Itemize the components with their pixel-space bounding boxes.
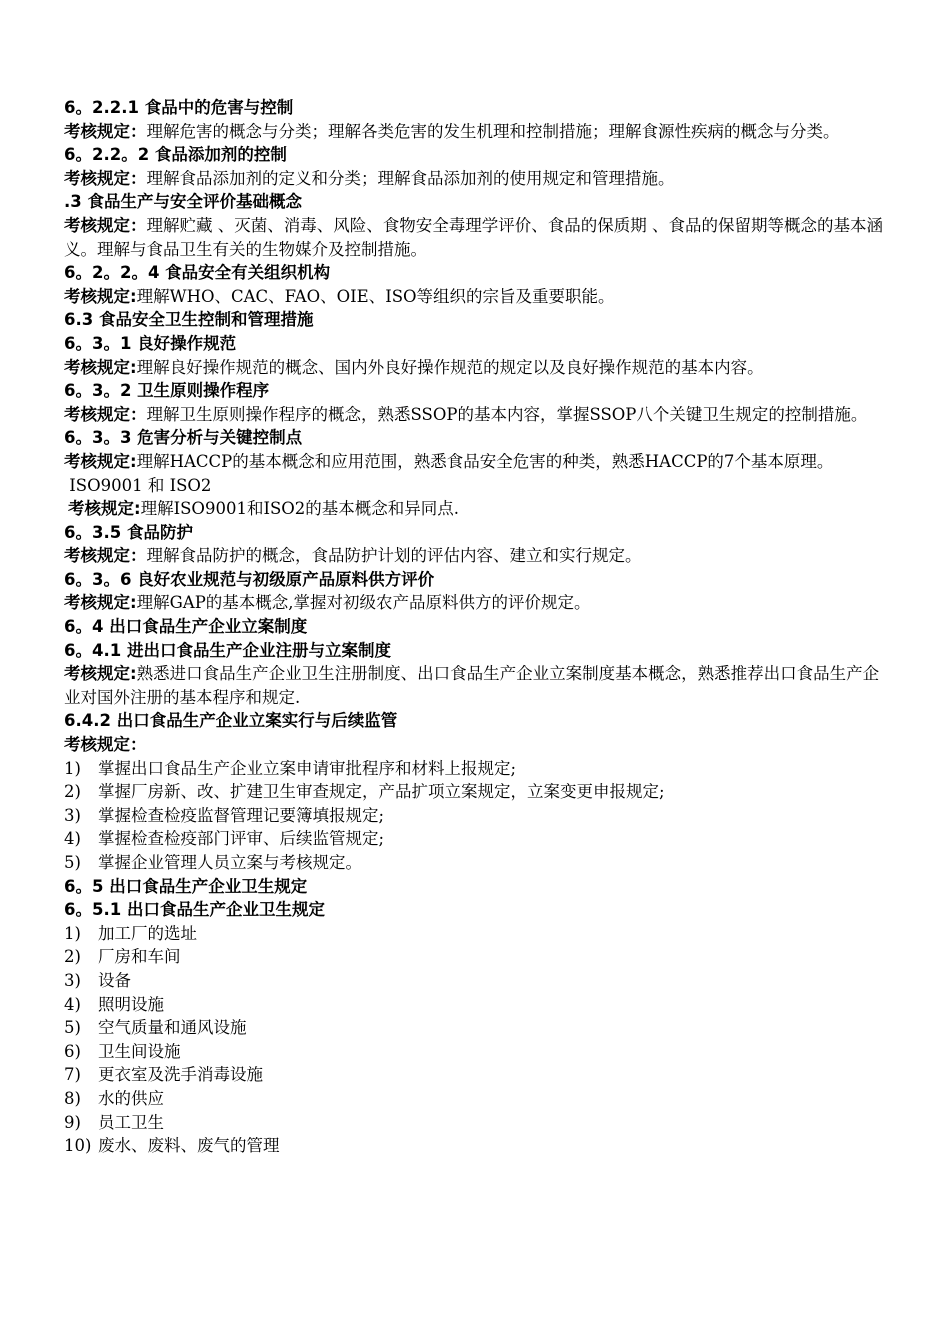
list-text: 掌握出口食品生产企业立案申请审批程序和材料上报规定; [98,758,517,778]
list-number: 3) [64,805,81,825]
requirement-paragraph [64,591,894,615]
list-number: 5) [64,853,81,872]
requirement-text: 理解良好操作规范的概念、国内外良好操作规范的规定以及良好操作规范的基本内容。 [136,357,764,377]
requirement-label: 考核规定: [64,664,137,684]
list-text: 水的供应 [98,1088,164,1108]
requirement-label: 考核规定: [64,357,137,377]
section-heading: 6。5.1 出口食品生产企业卫生规定 [64,900,325,920]
requirement-text: 理解食品添加剂的定义和分类；理解食品添加剂的使用规定和管理措施。 [146,168,675,188]
requirement-list [64,757,894,875]
requirement-text: 理解食品防护的概念，食品防护计划的评估内容、建立和实行规定。 [146,546,642,566]
list-number: 8) [64,1088,81,1108]
list-item [64,1016,894,1040]
list-item [64,757,894,781]
section-heading: .3 食品生产与安全评价基础概念 [64,192,302,212]
requirement-text: 理解贮藏 、灭菌、消毒、风险、食物安全毒理学评价、食品的保质期 、食品的保留期等概念的基本涵义。理解与食品卫生有关的生物媒介及控制措施。 [64,215,883,259]
requirement-text: 理解卫生原则操作程序的概念，熟悉SSOP的基本内容，掌握SSOP八个关键卫生规定的控制措施。 [146,404,868,424]
list-number: 2) [64,782,81,802]
requirement-label: 考核规定： [64,168,147,188]
requirement-text: 理解危害的概念与分类；理解各类危害的发生机理和控制措施；理解食源性疾病的概念与分类。 [146,121,840,141]
list-item [64,1134,894,1158]
list-number: 5) [64,1018,81,1038]
list-number: 2) [64,947,81,967]
hygiene-list [64,922,894,1158]
list-number: 7) [64,1065,81,1085]
list-item [64,969,894,993]
list-text: 厂房和车间 [98,947,181,967]
list-text: 掌握企业管理人员立案与考核规定。 [98,853,362,872]
requirement-label: 考核规定: [64,451,137,471]
list-number: 4) [64,829,81,849]
list-text: 掌握检查检疫监督管理记要簿填报规定; [98,805,385,825]
section-heading: 6。5 出口食品生产企业卫生规定 [64,876,308,896]
list-item [64,922,894,946]
requirement-text: 熟悉进口食品生产企业卫生注册制度、出口食品生产企业立案制度基本概念，熟悉推荐出口食品生产企业对国外注册的基本程序和规定. [64,664,880,707]
requirement-text: 理解WHO、CAC、FAO、OIE、ISO等组织的宗旨及重要职能。 [136,286,615,306]
list-number: 1) [64,758,81,778]
list-item [64,1087,894,1111]
requirement-paragraph [64,356,894,380]
requirement-paragraph [64,120,894,144]
list-number: 3) [64,970,81,990]
section-heading: 6。3。2 卫生原则操作程序 [64,381,270,401]
requirement-label: 考核规定: [64,593,137,613]
section-heading: 6。4.1 进出口食品生产企业注册与立案制度 [64,640,391,660]
list-number: 6) [64,1041,81,1061]
list-item [64,993,894,1017]
list-number: 9) [64,1112,81,1132]
section-heading: 6.3 食品安全卫生控制和管理措施 [64,310,314,330]
list-item [64,780,894,804]
requirement-label: 考核规定： [64,546,147,566]
list-number: 4) [64,994,81,1014]
list-text: 废水、废料、废气的管理 [98,1136,280,1156]
section-heading: 6。2.2。2 食品添加剂的控制 [64,145,287,165]
requirement-label: 考核规定: [64,286,137,306]
requirement-label: 考核规定： [64,735,147,755]
section-heading: 6。2。2。4 食品安全有关组织机构 [64,263,331,283]
requirement-paragraph [64,662,894,709]
requirement-label: 考核规定: [68,499,141,519]
section-heading: ISO9001 和 ISO2 [64,475,212,495]
section-heading: 6。3。1 良好操作规范 [64,333,237,353]
requirement-paragraph [64,285,894,309]
section-heading: 6。3。6 良好农业规范与初级原产品原料供方评价 [64,569,435,589]
requirement-paragraph [64,544,894,568]
list-item [64,945,894,969]
list-text: 照明设施 [98,994,164,1014]
requirement-paragraph [64,450,894,474]
requirement-label: 考核规定： [64,121,147,141]
list-text: 掌握厂房新、改、扩建卫生审查规定，产品扩项立案规定，立案变更申报规定; [98,782,665,802]
section-heading: 6。4 出口食品生产企业立案制度 [64,617,308,637]
list-text: 设备 [98,970,131,990]
list-text: 更衣室及洗手消毒设施 [98,1065,263,1085]
list-item [64,827,894,851]
requirement-label: 考核规定： [64,215,147,235]
section-heading: 6。3.5 食品防护 [64,522,193,542]
requirement-paragraph [64,497,894,521]
requirement-paragraph [64,167,894,191]
list-number: 1) [64,923,81,943]
document-page [64,96,894,1158]
list-text: 员工卫生 [98,1112,164,1132]
list-item [64,1063,894,1087]
list-item [64,804,894,828]
list-text: 空气质量和通风设施 [98,1018,247,1038]
requirement-text: 理解GAP的基本概念,掌握对初级农产品原料供方的评价规定。 [136,593,591,613]
requirement-text: 理解HACCP的基本概念和应用范围，熟悉食品安全危害的种类，熟悉HACCP的7个基本原理。 [136,451,834,471]
requirement-label: 考核规定： [64,404,147,424]
requirement-text: 理解ISO9001和ISO2的基本概念和异同点. [140,499,460,519]
list-item [64,1111,894,1135]
section-heading: 6。2.2.1 食品中的危害与控制 [64,98,294,117]
list-text: 加工厂的选址 [98,923,197,943]
requirement-paragraph [64,214,894,261]
list-item [64,851,894,875]
list-text: 卫生间设施 [98,1041,181,1061]
section-heading: 6。3。3 危害分析与关键控制点 [64,428,303,448]
list-text: 掌握检查检疫部门评审、后续监管规定; [98,829,385,849]
list-item [64,1040,894,1064]
list-number: 10) [64,1136,92,1156]
section-heading: 6.4.2 出口食品生产企业立案实行与后续监管 [64,711,398,731]
requirement-paragraph [64,403,894,427]
